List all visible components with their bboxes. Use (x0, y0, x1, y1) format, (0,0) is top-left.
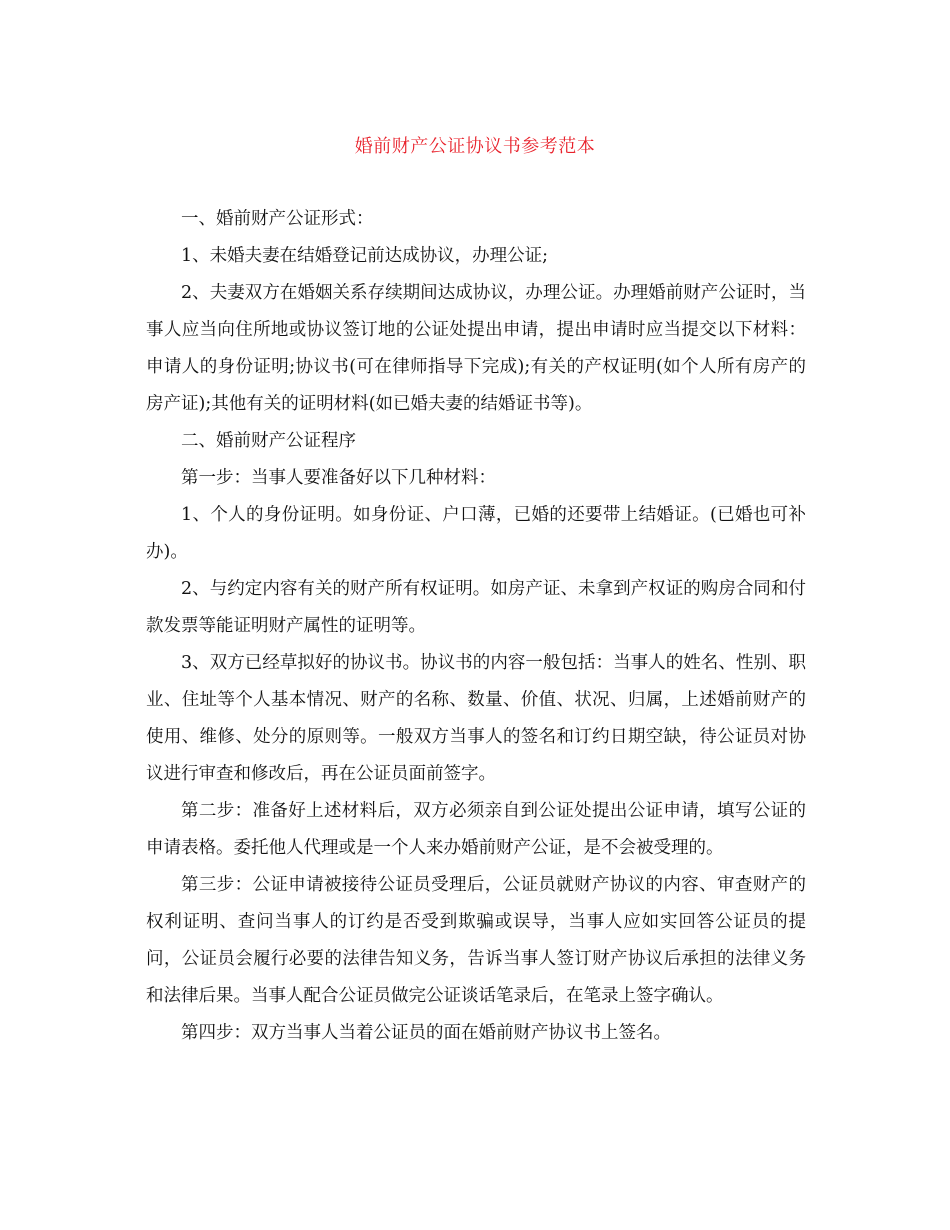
paragraph-step-4: 第四步：双方当事人当着公证员的面在婚前财产协议书上签名。 (181, 1023, 671, 1043)
paragraph-procedure-heading: 二、婚前财产公证程序 (181, 431, 356, 451)
paragraph-step-1-item-1: 1、个人的身份证明。如身份证、户口薄，已婚的还要带上结婚证。(已婚也可补办)。 (146, 505, 806, 562)
paragraph-form-item-1: 1、未婚夫妻在结婚登记前达成协议，办理公证; (181, 246, 549, 266)
paragraph-step-1-item-3: 3、双方已经草拟好的协议书。协议书的内容一般包括：当事人的姓名、性别、职业、住址等个人基本情况、财产的名称、数量、价值、状况、归属，上述婚前财产的使用、维修、处分的原则等。一般双方当事人的签名和订约日期空缺，待公证员对协议进行审查和修改后，再在公证员面前签字。 (146, 653, 806, 784)
paragraph-step-1: 第一步：当事人要准备好以下几种材料： (181, 468, 496, 488)
document-body (146, 201, 806, 1052)
paragraph-step-3: 第三步：公证申请被接待公证员受理后，公证员就财产协议的内容、审查财产的权利证明、查问当事人的订约是否受到欺骗或误导，当事人应如实回答公证员的提问，公证员会履行必要的法律告知义务，告诉当事人签订财产协议后承担的法律义务和法律后果。当事人配合公证员做完公证谈话笔录后，在笔录上签字确认。 (146, 875, 806, 1006)
paragraph-form-item-2: 2、夫妻双方在婚姻关系存续期间达成协议，办理公证。办理婚前财产公证时，当事人应当向住所地或协议签订地的公证处提出申请，提出申请时应当提交以下材料：申请人的身份证明;协议书(可在律师指导下完成);有关的产权证明(如个人所有房产的房产证);其他有关的证明材料(如已婚夫妻的结婚证书等)。 (146, 283, 806, 414)
paragraph-step-2: 第二步：准备好上述材料后，双方必须亲自到公证处提出公证申请，填写公证的申请表格。委托他人代理或是一个人来办婚前财产公证，是不会被受理的。 (146, 801, 806, 858)
paragraph-step-1-item-2: 2、与约定内容有关的财产所有权证明。如房产证、未拿到产权证的购房合同和付款发票等能证明财产属性的证明等。 (146, 579, 806, 636)
document-title: 婚前财产公证协议书参考范本 (354, 136, 596, 157)
paragraph-form-heading: 一、婚前财产公证形式： (181, 209, 374, 229)
